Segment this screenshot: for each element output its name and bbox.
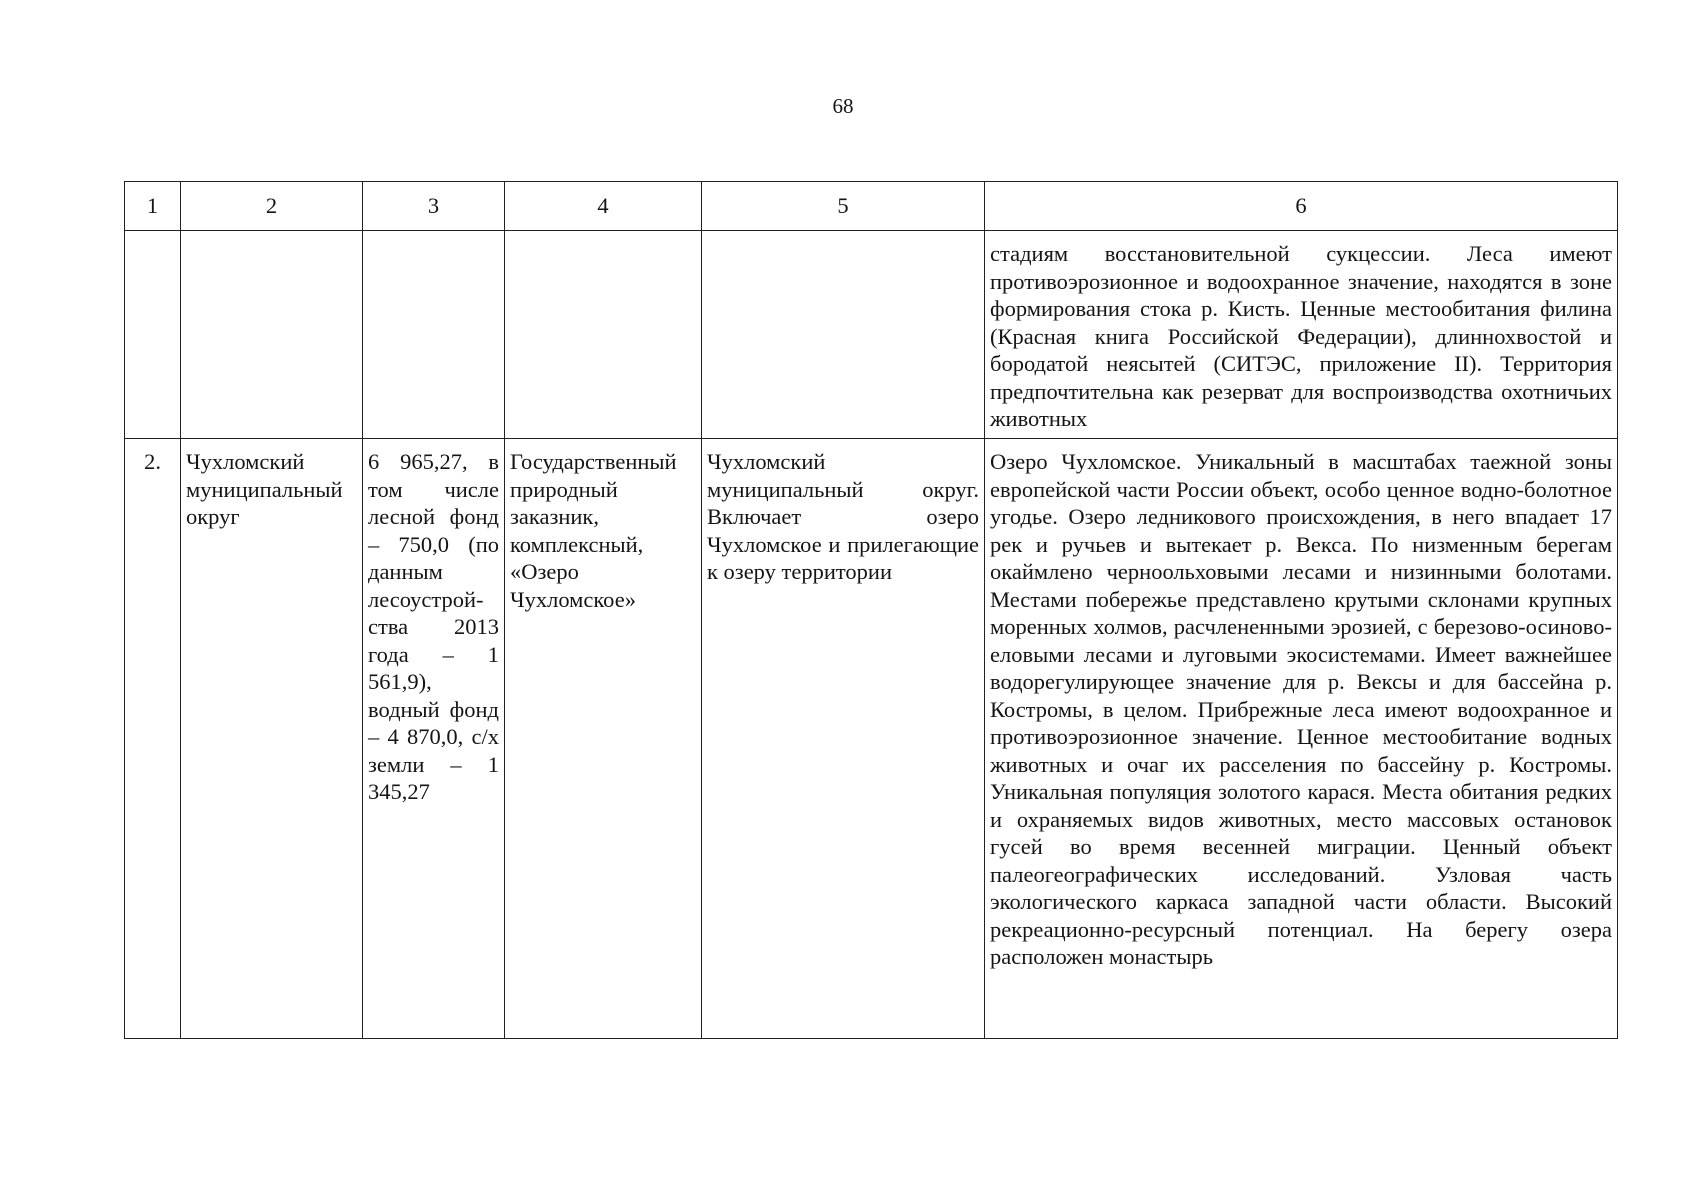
protected-areas-table xyxy=(124,181,1618,1039)
table-row xyxy=(125,231,1618,439)
row-number-cell: 2. xyxy=(125,439,181,1039)
location-cell xyxy=(702,231,985,439)
column-header: 2 xyxy=(181,182,363,231)
row-number-cell xyxy=(125,231,181,439)
table-header-row xyxy=(125,182,1618,231)
description-cell: Озеро Чухломское. Уникальный в масштабах таежной зоны европейской части России объект, особо ценное водно-болотное угодье. Озеро ледникового происхождения, в него впадает 17 рек и ручьев и вытекает р. Векса. По низменным берегам окаймлено черноольховыми лесами и низинными болотами. Местами побережье представлено крутыми склонами крупных моренных холмов, расчлененными эрозией, с березово-осиново-еловыми лесами и луговыми экосистемами. Имеет важнейшее водорегулирующее значение для р. Вексы и для бассейна р. Костромы, в целом. Прибрежные леса имеют водоохранное и противоэрозионное значение. Ценное местообитание водных животных и очаг их расселения по бассейну р. Костромы. Уникальная популяция золотого карася. Места обитания редких и охраняемых видов животных, место массовых остановок гусей во время весенней миграции. Ценный объект палеогеографических исследований. Узловая часть экологического каркаса западной части области. Высокий рекреационно-ресурсный потенциал. На берегу озера расположен монастырь xyxy=(985,439,1618,1039)
table-row xyxy=(125,439,1618,1039)
municipality-cell xyxy=(181,231,363,439)
location-cell: Чухломский муниципальный округ. Включает озеро Чухломское и прилегающие к озеру территории xyxy=(702,439,985,1039)
column-header: 1 xyxy=(125,182,181,231)
category-cell xyxy=(505,231,702,439)
area-cell xyxy=(363,231,505,439)
municipality-cell: Чухломский муниципальный округ xyxy=(181,439,363,1039)
description-cell: стадиям восстановительной сукцессии. Леса имеют противоэрозионное и водоохранное значение, находятся в зоне формирования стока р. Кисть. Ценные местообитания филина (Красная книга Российской Федерации), длиннохвостой и бородатой неясытей (СИТЭС, приложение II). Территория предпочтительна как резерват для воспроизводства охотничьих животных xyxy=(985,231,1618,439)
column-header: 6 xyxy=(985,182,1618,231)
page-number: 68 xyxy=(832,94,854,118)
area-cell: 6 965,27, в том числе лесной фонд – 750,0 (по данным лесоустрой-ства 2013 года – 1 561,9), водный фонд – 4 870,0, с/х земли – 1 345,27 xyxy=(363,439,505,1039)
column-header: 5 xyxy=(702,182,985,231)
column-header: 4 xyxy=(505,182,702,231)
column-header: 3 xyxy=(363,182,505,231)
category-cell: Государственный природный заказник, комплексный, «Озеро Чухломское» xyxy=(505,439,702,1039)
